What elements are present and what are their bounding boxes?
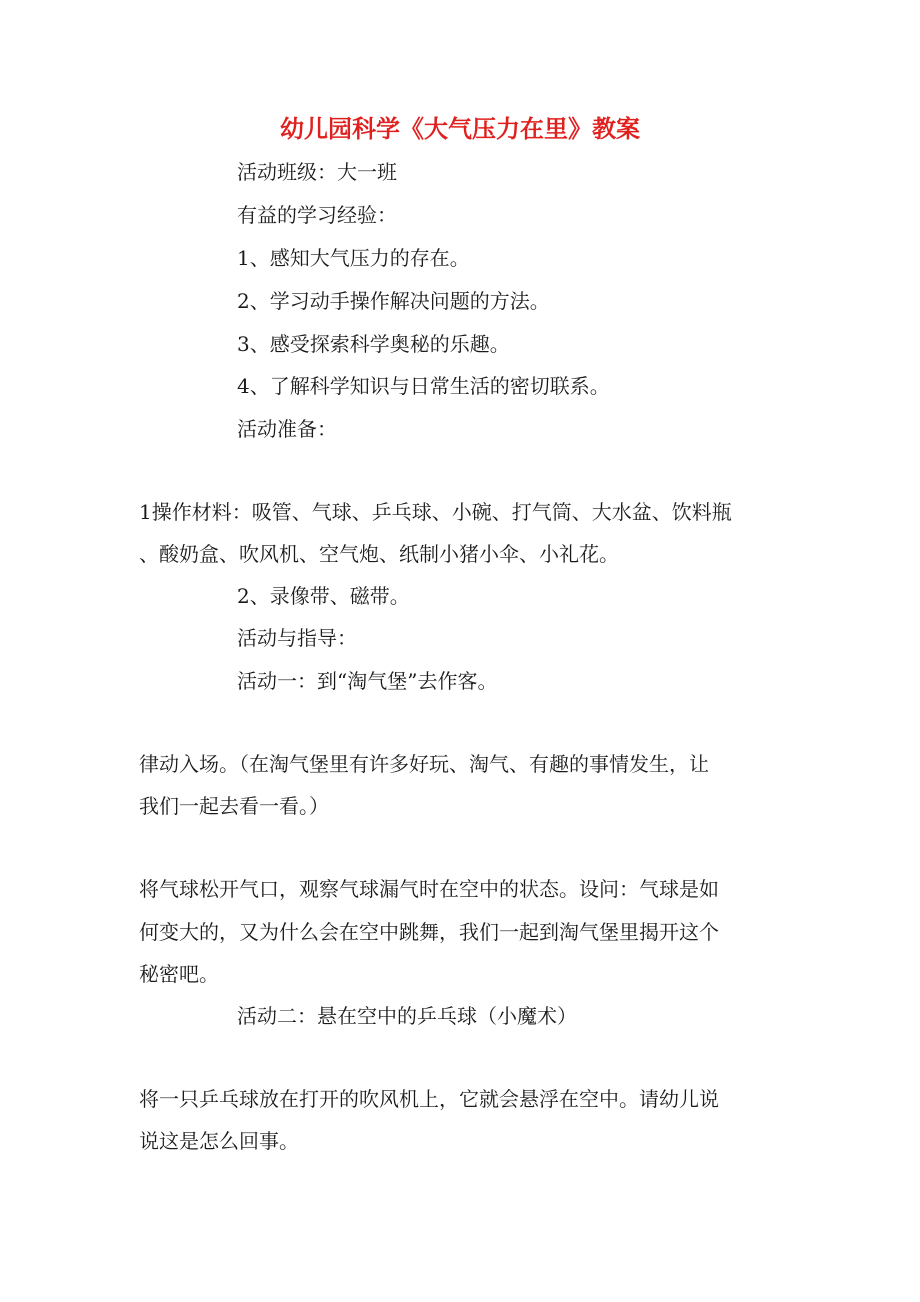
preparation-heading: 活动准备： <box>237 417 337 441</box>
balloon-paragraph-line-1: 将气球松开气口，观察气球漏气时在空中的状态。设问：气球是如 <box>139 877 719 901</box>
rhythm-entry-line-2: 我们一起去看一看。） <box>139 794 329 818</box>
pingpong-paragraph-line-2: 说这是怎么回事。 <box>139 1129 299 1153</box>
materials-line-2: 、酸奶盒、吹风机、空气炮、纸制小猪小伞、小礼花。 <box>139 542 619 566</box>
goal-item-4: 4、了解科学知识与日常生活的密切联系。 <box>237 374 610 398</box>
media-item: 2、录像带、磁带。 <box>237 584 410 608</box>
learning-experience-heading: 有益的学习经验： <box>237 203 397 227</box>
balloon-paragraph-line-3: 秘密吧。 <box>139 962 219 986</box>
document-title: 幼儿园科学《大气压力在里》教案 <box>280 114 640 143</box>
materials-line-1: 1操作材料：吸管、气球、乒乓球、小碗、打气筒、大水盆、饮料瓶 <box>139 500 732 524</box>
class-line: 活动班级：大一班 <box>237 160 397 184</box>
goal-item-1: 1、感知大气压力的存在。 <box>237 246 470 270</box>
rhythm-entry-line-1: 律动入场。（在淘气堡里有许多好玩、淘气、有趣的事情发生，让 <box>139 752 709 776</box>
activity-guide-heading: 活动与指导： <box>237 626 357 650</box>
goal-item-2: 2、学习动手操作解决问题的方法。 <box>237 289 550 313</box>
goal-item-3: 3、感受探索科学奥秘的乐趣。 <box>237 332 510 356</box>
activity-one-heading: 活动一：到“淘气堡”去作客。 <box>237 669 498 693</box>
activity-two-heading: 活动二：悬在空中的乒乓球（小魔术） <box>237 1004 577 1028</box>
balloon-paragraph-line-2: 何变大的，又为什么会在空中跳舞，我们一起到淘气堡里揭开这个 <box>139 920 719 944</box>
pingpong-paragraph-line-1: 将一只乒乓球放在打开的吹风机上，它就会悬浮在空中。请幼儿说 <box>139 1087 719 1111</box>
